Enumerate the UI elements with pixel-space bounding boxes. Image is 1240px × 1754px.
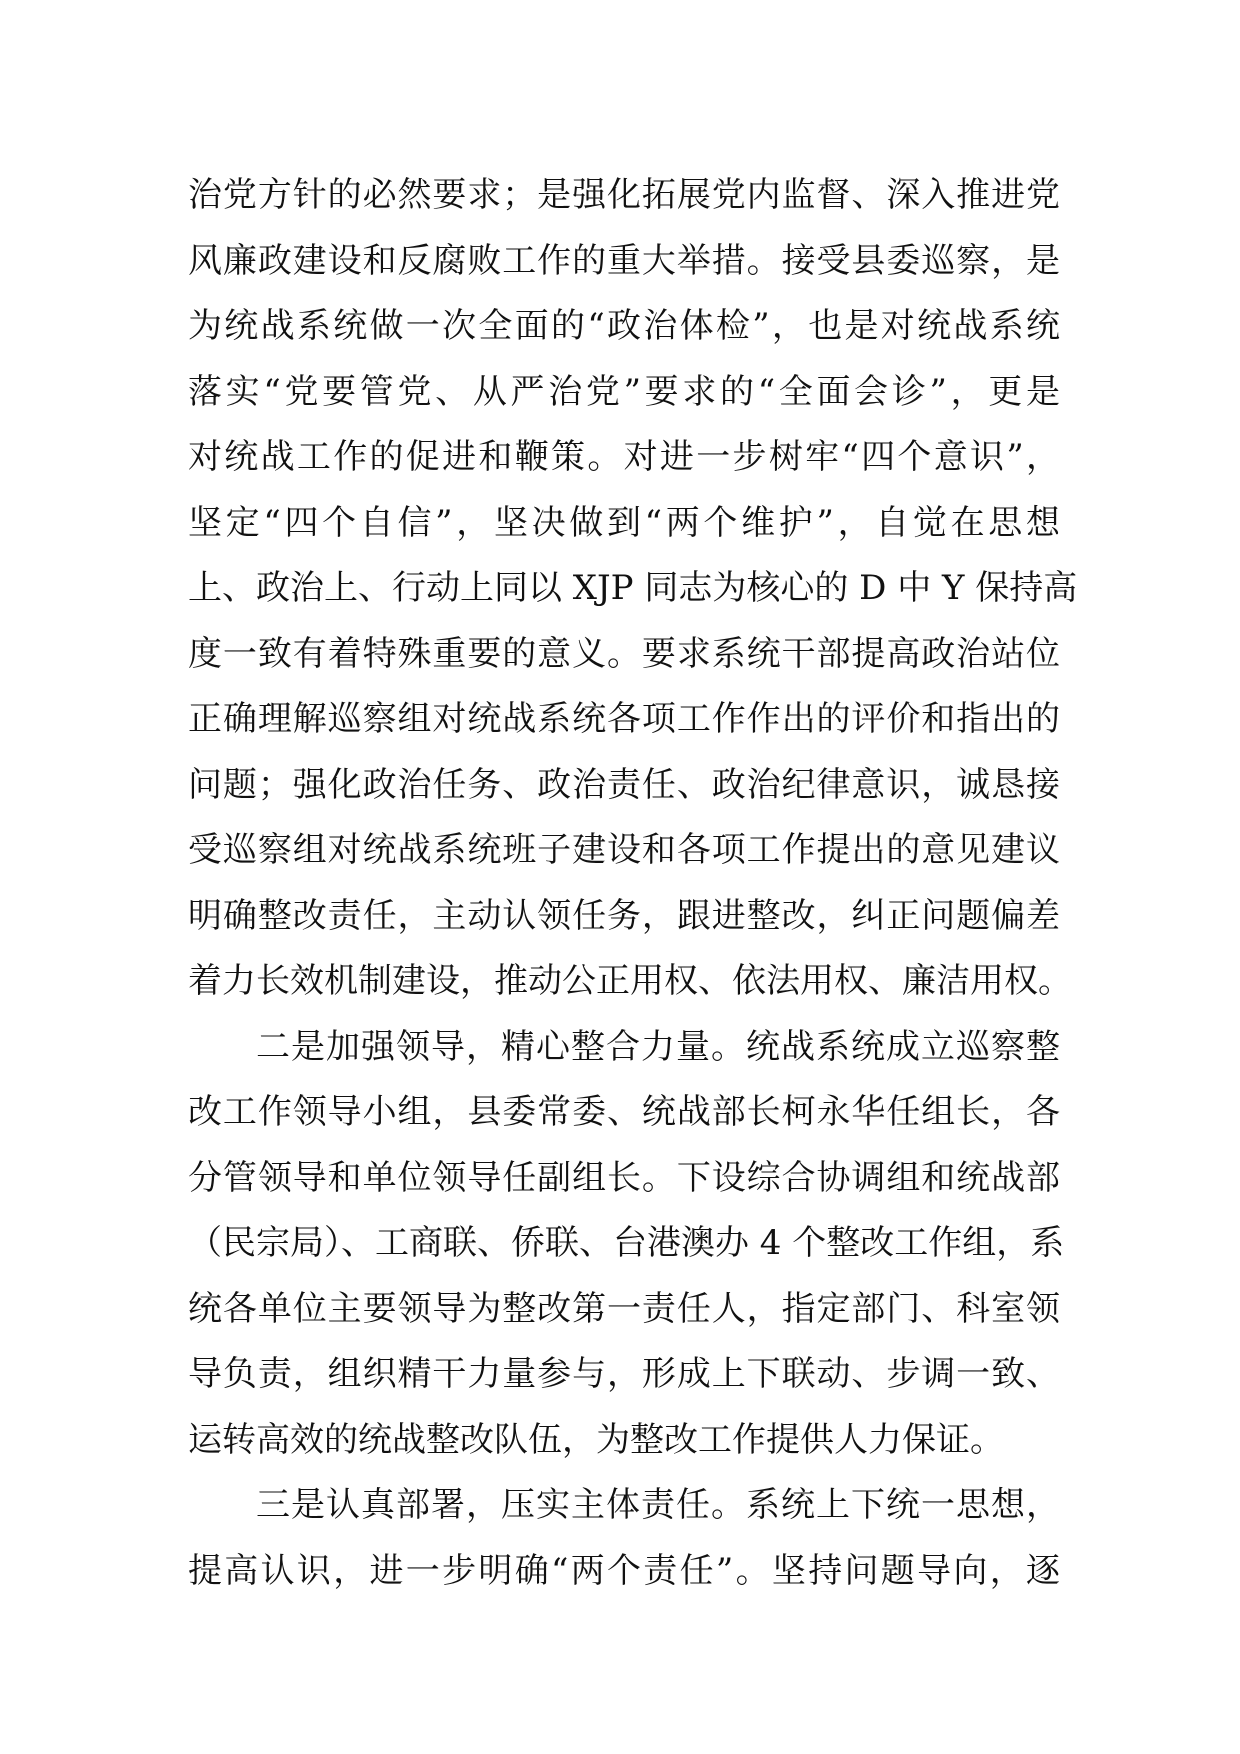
text-line: 落实“党要管党、从严治党”要求的“全面会诊”，更是 [188,371,1060,412]
text-line: （民宗局）、工商联、侨联、台港澳办 4 个整改工作组，系 [188,1223,1065,1263]
paragraph-3-heading-line: 三是认真部署，压实主体责任。系统上下统一思想， [256,1485,1060,1525]
text-line: 问题；强化政治任务、政治责任、政治纪律意识，诚恳接 [188,764,1060,805]
text-line: 统各单位主要领导为整改第一责任人，指定部门、科室领 [188,1288,1060,1329]
text-line: 对统战工作的促进和鞭策。对进一步树牢“四个意识”， [188,437,1060,477]
document-body [188,163,1078,1604]
text-line: 风廉政建设和反腐败工作的重大举措。接受县委巡察，是 [188,240,1060,281]
text-line: 上、政治上、行动上同以 XJP 同志为核心的 D 中 Y 保持高 [188,568,1078,608]
text-line: 分管领导和单位领导任副组长。下设综合协调组和统战部 [188,1157,1060,1198]
text-line: 正确理解巡察组对统战系统各项工作作出的评价和指出的 [188,699,1060,739]
text-line: 着力长效机制建设，推动公正用权、依法用权、廉洁用权。 [188,961,1072,1001]
text-line: 改工作领导小组，县委常委、统战部长柯永华任组长，各 [188,1092,1060,1132]
text-line: 坚定“四个自信”，坚决做到“两个维护”，自觉在思想 [188,502,1060,543]
text-line: 度一致有着特殊重要的意义。要求系统干部提高政治站位 [188,633,1060,674]
text-line: 受巡察组对统战系统班子建设和各项工作提出的意见建议 [188,830,1060,870]
text-line: 明确整改责任，主动认领任务，跟进整改，纠正问题偏差 [188,895,1060,936]
text-line: 导负责，组织精干力量参与，形成上下联动、步调一致、 [188,1354,1060,1394]
text-line: 为统战系统做一次全面的“政治体检”，也是对统战系统 [188,306,1060,346]
paragraph-2-heading-line: 二是加强领导，精心整合力量。统战系统成立巡察整 [256,1026,1060,1067]
text-line: 治党方针的必然要求；是强化拓展党内监督、深入推进党 [188,175,1060,215]
text-line: 运转高效的统战整改队伍，为整改工作提供人力保证。 [188,1419,1004,1460]
text-line: 提高认识，进一步明确“两个责任”。坚持问题导向，逐 [188,1550,1060,1591]
